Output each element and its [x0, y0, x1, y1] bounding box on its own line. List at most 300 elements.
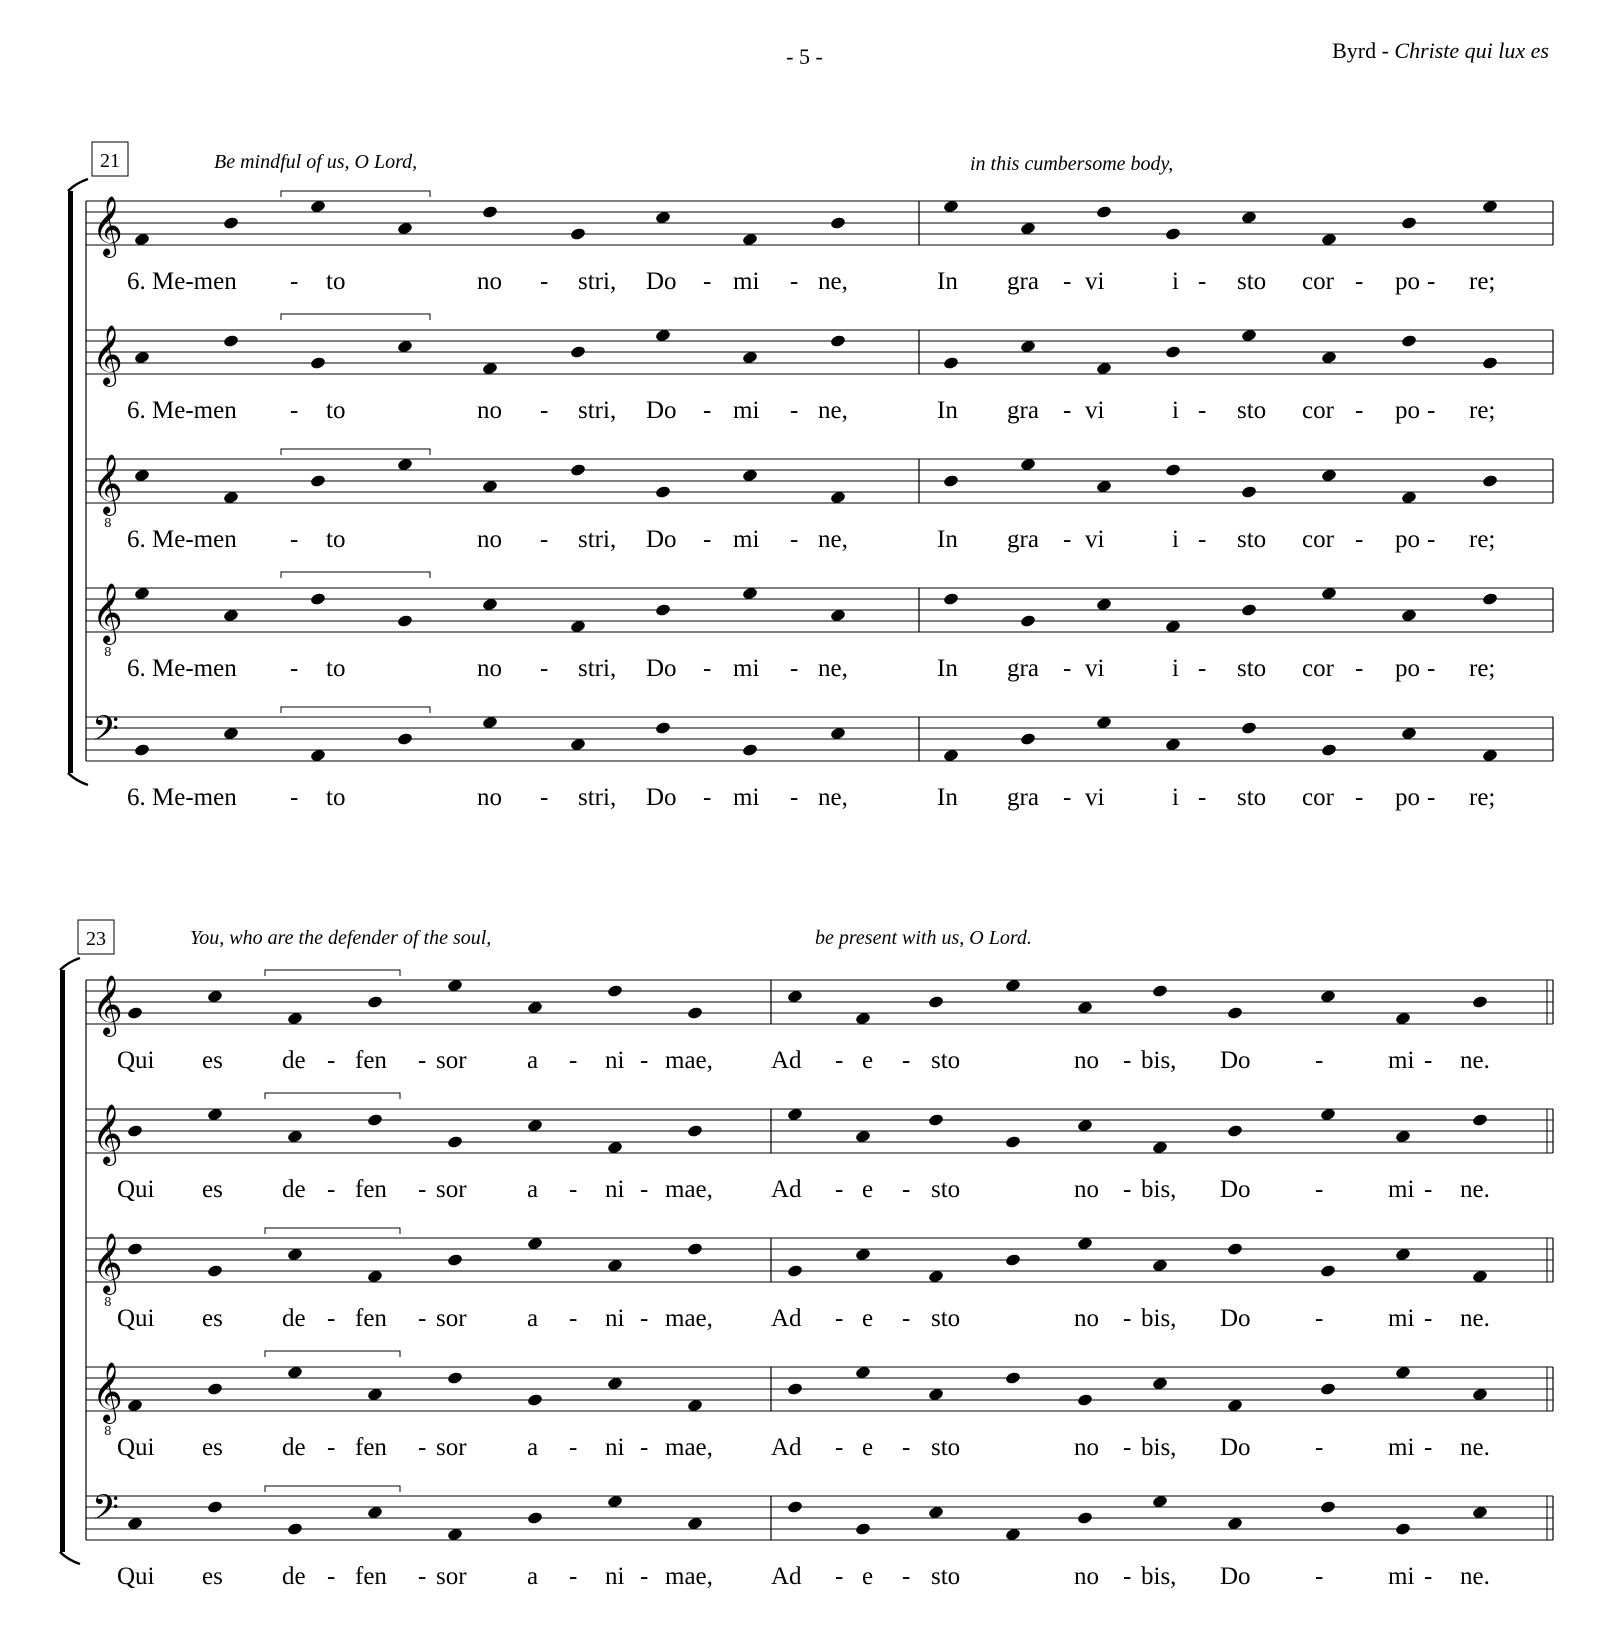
lyric-syllable: sor	[436, 1305, 467, 1332]
lyric-syllable: 6. Me-men	[127, 655, 237, 682]
lyric-hyphen: -	[790, 526, 799, 553]
ligature-bracket	[265, 970, 400, 976]
lyric-hyphen: -	[703, 397, 712, 424]
note-head	[1395, 1129, 1412, 1143]
lyric-syllable: 6. Me-men	[127, 784, 237, 811]
note-head	[1020, 221, 1037, 235]
note-head	[223, 216, 240, 230]
octave-mark-icon: 8	[104, 516, 112, 530]
note-head	[830, 334, 847, 348]
lyric-syllable: i	[1172, 268, 1179, 295]
note-head	[1401, 334, 1418, 348]
lyric-hyphen: -	[1198, 784, 1207, 811]
lyric-hyphen: -	[1063, 397, 1072, 424]
lyric-hyphen: -	[1123, 1047, 1132, 1074]
note-head	[570, 737, 587, 751]
note-head	[1482, 356, 1499, 370]
lyric-syllable: ne,	[818, 784, 848, 811]
lyric-syllable: re;	[1469, 268, 1496, 295]
note-head	[287, 1129, 304, 1143]
lyric-syllable: a	[527, 1434, 539, 1461]
note-head	[447, 1527, 464, 1541]
note-head	[607, 1376, 624, 1390]
lyric-hyphen: -	[1355, 655, 1364, 682]
lyric-syllable: po	[1395, 526, 1420, 553]
lyric-syllable: fen	[355, 1434, 387, 1461]
note-head	[1077, 1393, 1094, 1407]
lyric-syllable: no	[1074, 1434, 1099, 1461]
note-head	[687, 1006, 704, 1020]
lyric-hyphen: -	[569, 1305, 578, 1332]
lyric-hyphen: -	[1424, 1563, 1433, 1590]
note-head	[855, 1011, 872, 1025]
translation-text: in this cumbersome body,	[970, 153, 1174, 175]
lyric-hyphen: -	[640, 1305, 649, 1332]
lyric-hyphen: -	[835, 1176, 844, 1203]
lyric-syllable: re;	[1469, 784, 1496, 811]
lyric-syllable: to	[326, 268, 346, 295]
lyric-syllable: bis,	[1141, 1305, 1177, 1332]
lyric-hyphen: -	[1427, 268, 1436, 295]
lyric-syllable: ne.	[1460, 1047, 1490, 1074]
lyric-hyphen: -	[1427, 784, 1436, 811]
note-head	[570, 463, 587, 477]
lyric-syllable: stri,	[578, 397, 617, 424]
note-head	[397, 732, 414, 746]
lyric-syllable: e	[862, 1563, 874, 1590]
note-head	[943, 592, 960, 606]
note-head	[482, 361, 499, 375]
note-head	[1482, 199, 1499, 213]
note-head	[928, 1113, 945, 1127]
note-head	[287, 1522, 304, 1536]
lyric-syllable: mae,	[665, 1176, 713, 1203]
lyric-hyphen: -	[1198, 655, 1207, 682]
note-head	[1096, 479, 1113, 493]
note-head	[1472, 995, 1489, 1009]
lyric-syllable: ni	[605, 1563, 625, 1590]
lyric-hyphen: -	[790, 397, 799, 424]
lyric-hyphen: -	[640, 1434, 649, 1461]
note-head	[397, 339, 414, 353]
lyric-hyphen: -	[1355, 397, 1364, 424]
note-head	[687, 1124, 704, 1138]
lyric-syllable: no	[477, 655, 502, 682]
note-head	[655, 328, 672, 342]
lyric-syllable: sto	[1237, 268, 1267, 295]
lyric-hyphen: -	[790, 655, 799, 682]
note-head	[570, 619, 587, 633]
note-head	[367, 1269, 384, 1283]
note-head	[207, 989, 224, 1003]
note-head	[607, 1140, 624, 1154]
lyric-syllable: sto	[1237, 397, 1267, 424]
lyric-syllable: cor	[1302, 268, 1334, 295]
lyric-syllable: ni	[605, 1305, 625, 1332]
note-head	[1482, 592, 1499, 606]
lyric-hyphen: -	[1123, 1176, 1132, 1203]
lyric-syllable: a	[527, 1305, 539, 1332]
lyric-syllable: to	[326, 784, 346, 811]
lyric-syllable: sor	[436, 1563, 467, 1590]
lyric-syllable: ne.	[1460, 1176, 1490, 1203]
note-head	[655, 603, 672, 617]
lyric-syllable: 6. Me-men	[127, 526, 237, 553]
lyric-hyphen: -	[835, 1047, 844, 1074]
lyric-syllable: no	[477, 784, 502, 811]
lyric-syllable: In	[937, 526, 958, 553]
bracket-bottom-hook	[60, 1552, 80, 1564]
lyric-syllable: es	[202, 1176, 223, 1203]
note-head	[742, 350, 759, 364]
lyric-syllable: de	[282, 1047, 306, 1074]
note-head	[655, 721, 672, 735]
lyric-syllable: no	[477, 397, 502, 424]
ligature-bracket	[281, 707, 430, 713]
note-head	[1096, 205, 1113, 219]
note-head	[127, 1398, 144, 1412]
lyric-hyphen: -	[1123, 1305, 1132, 1332]
note-head	[367, 1113, 384, 1127]
lyric-syllable: gra	[1007, 268, 1039, 295]
lyric-hyphen: -	[640, 1176, 649, 1203]
lyric-hyphen: -	[569, 1434, 578, 1461]
lyric-hyphen: -	[540, 397, 549, 424]
note-head	[482, 715, 499, 729]
ligature-bracket	[281, 314, 430, 320]
note-head	[787, 1500, 804, 1514]
lyric-syllable: sto	[1237, 784, 1267, 811]
lyric-hyphen: -	[1123, 1434, 1132, 1461]
note-head	[928, 1269, 945, 1283]
note-head	[1321, 232, 1338, 246]
lyric-hyphen: -	[290, 268, 299, 295]
note-head	[482, 479, 499, 493]
lyric-hyphen: -	[1198, 526, 1207, 553]
lyric-syllable: gra	[1007, 526, 1039, 553]
treble-clef-icon: 𝄞	[92, 454, 123, 514]
note-head	[1395, 1522, 1412, 1536]
note-head	[1077, 1236, 1094, 1250]
treble-clef-icon: 𝄞	[92, 1104, 123, 1164]
treble-clef-icon: 𝄞	[92, 325, 123, 385]
octave-mark-icon: 8	[104, 645, 112, 659]
note-head	[1096, 597, 1113, 611]
note-head	[787, 1382, 804, 1396]
note-head	[1152, 1140, 1169, 1154]
note-head	[223, 726, 240, 740]
note-head	[1005, 1527, 1022, 1541]
lyric-syllable: sto	[1237, 655, 1267, 682]
note-head	[1241, 603, 1258, 617]
note-head	[855, 1129, 872, 1143]
note-head	[855, 1522, 872, 1536]
translation-text: be present with us, O Lord.	[815, 927, 1032, 949]
bass-clef-icon: 𝄢	[92, 708, 120, 757]
note-head	[223, 608, 240, 622]
note-head	[1401, 608, 1418, 622]
note-head	[223, 334, 240, 348]
octave-mark-icon: 8	[104, 1424, 112, 1438]
lyric-hyphen: -	[1355, 784, 1364, 811]
lyric-syllable: stri,	[578, 784, 617, 811]
note-head	[570, 345, 587, 359]
note-head	[742, 586, 759, 600]
note-head	[1165, 227, 1182, 241]
note-head	[1320, 1500, 1337, 1514]
note-head	[1321, 743, 1338, 757]
lyric-syllable: Do	[646, 397, 677, 424]
note-head	[1401, 216, 1418, 230]
lyric-syllable: cor	[1302, 655, 1334, 682]
note-head	[397, 221, 414, 235]
ligature-bracket	[265, 1093, 400, 1099]
lyric-hyphen: -	[569, 1047, 578, 1074]
lyric-syllable: no	[1074, 1305, 1099, 1332]
lyric-syllable: Do	[646, 784, 677, 811]
note-head	[287, 1247, 304, 1261]
lyric-syllable: a	[527, 1176, 539, 1203]
note-head	[134, 232, 151, 246]
note-head	[687, 1242, 704, 1256]
note-head	[482, 597, 499, 611]
lyric-syllable: po	[1395, 268, 1420, 295]
lyric-hyphen: -	[1427, 397, 1436, 424]
note-head	[127, 1242, 144, 1256]
note-head	[134, 586, 151, 600]
note-head	[1077, 1118, 1094, 1132]
lyric-syllable: a	[527, 1563, 539, 1590]
lyric-hyphen: -	[418, 1176, 427, 1203]
lyric-syllable: In	[937, 397, 958, 424]
note-head	[1227, 1398, 1244, 1412]
page-number: - 5 -	[786, 44, 823, 69]
lyric-hyphen: -	[1424, 1305, 1433, 1332]
lyric-hyphen: -	[1355, 268, 1364, 295]
note-head	[943, 474, 960, 488]
lyric-syllable: e	[862, 1047, 874, 1074]
lyric-syllable: es	[202, 1434, 223, 1461]
lyric-syllable: bis,	[1141, 1176, 1177, 1203]
system-bracket	[68, 191, 73, 773]
treble-clef-icon: 𝄞	[92, 1362, 123, 1422]
note-head	[943, 356, 960, 370]
lyric-syllable: mi	[733, 526, 760, 553]
lyric-syllable: ne.	[1460, 1563, 1490, 1590]
lyric-syllable: sto	[931, 1563, 961, 1590]
note-head	[447, 978, 464, 992]
lyric-hyphen: -	[290, 784, 299, 811]
lyric-syllable: vi	[1085, 784, 1105, 811]
lyric-syllable: po	[1395, 784, 1420, 811]
note-head	[1165, 619, 1182, 633]
note-head	[527, 1236, 544, 1250]
octave-mark-icon: 8	[104, 1295, 112, 1309]
note-head	[134, 743, 151, 757]
note-head	[1077, 1511, 1094, 1525]
note-head	[1152, 1494, 1169, 1508]
note-head	[134, 468, 151, 482]
note-head	[127, 1124, 144, 1138]
lyric-syllable: i	[1172, 526, 1179, 553]
note-head	[1005, 1371, 1022, 1385]
note-head	[1005, 1135, 1022, 1149]
lyric-syllable: e	[862, 1434, 874, 1461]
lyric-syllable: no	[477, 268, 502, 295]
note-head	[1241, 485, 1258, 499]
note-head	[207, 1264, 224, 1278]
note-head	[928, 995, 945, 1009]
note-head	[367, 995, 384, 1009]
lyric-hyphen: -	[327, 1434, 336, 1461]
lyric-syllable: fen	[355, 1047, 387, 1074]
lyric-syllable: es	[202, 1047, 223, 1074]
lyric-syllable: es	[202, 1305, 223, 1332]
note-head	[928, 1505, 945, 1519]
note-head	[855, 1365, 872, 1379]
lyric-syllable: bis,	[1141, 1434, 1177, 1461]
lyric-hyphen: -	[835, 1563, 844, 1590]
lyric-syllable: gra	[1007, 784, 1039, 811]
lyric-hyphen: -	[290, 397, 299, 424]
note-head	[1096, 715, 1113, 729]
note-head	[1227, 1516, 1244, 1530]
lyric-syllable: ni	[605, 1434, 625, 1461]
lyric-hyphen: -	[1315, 1305, 1324, 1332]
bracket-top-hook	[60, 958, 80, 970]
bracket-top-hook	[68, 179, 88, 191]
lyric-hyphen: -	[569, 1563, 578, 1590]
translation-text: You, who are the defender of the soul,	[190, 927, 492, 949]
lyric-syllable: i	[1172, 784, 1179, 811]
lyric-syllable: Ad	[771, 1176, 802, 1203]
note-head	[127, 1006, 144, 1020]
note-head	[1472, 1505, 1489, 1519]
note-head	[1165, 737, 1182, 751]
lyric-syllable: to	[326, 655, 346, 682]
ligature-bracket	[281, 572, 430, 578]
note-head	[310, 748, 327, 762]
lyric-hyphen: -	[1427, 526, 1436, 553]
lyric-syllable: fen	[355, 1563, 387, 1590]
note-head	[830, 608, 847, 622]
lyric-syllable: 6. Me-men	[127, 397, 237, 424]
note-head	[310, 356, 327, 370]
lyric-hyphen: -	[1427, 655, 1436, 682]
lyric-syllable: Do	[1220, 1047, 1251, 1074]
note-head	[742, 232, 759, 246]
lyric-syllable: Do	[646, 268, 677, 295]
note-head	[1320, 1107, 1337, 1121]
lyric-hyphen: -	[327, 1176, 336, 1203]
note-head	[830, 726, 847, 740]
note-head	[447, 1135, 464, 1149]
lyric-syllable: sto	[931, 1434, 961, 1461]
lyric-syllable: Qui	[117, 1434, 155, 1461]
lyric-hyphen: -	[418, 1305, 427, 1332]
note-head	[527, 1393, 544, 1407]
lyric-hyphen: -	[418, 1434, 427, 1461]
measure-number: 23	[86, 928, 106, 950]
lyric-syllable: mi	[1388, 1047, 1415, 1074]
lyric-syllable: stri,	[578, 655, 617, 682]
note-head	[570, 227, 587, 241]
lyric-syllable: ne.	[1460, 1434, 1490, 1461]
note-head	[1020, 339, 1037, 353]
lyric-hyphen: -	[569, 1176, 578, 1203]
lyric-hyphen: -	[835, 1305, 844, 1332]
note-head	[367, 1505, 384, 1519]
lyric-hyphen: -	[703, 655, 712, 682]
composer-name: Byrd -	[1332, 38, 1395, 63]
lyric-syllable: In	[937, 268, 958, 295]
note-head	[1395, 1247, 1412, 1261]
lyric-syllable: re;	[1469, 526, 1496, 553]
lyric-syllable: In	[937, 784, 958, 811]
note-head	[655, 210, 672, 224]
translation-text: Be mindful of us, O Lord,	[214, 151, 418, 173]
lyric-hyphen: -	[703, 526, 712, 553]
lyric-syllable: no	[477, 526, 502, 553]
note-head	[1401, 726, 1418, 740]
lyric-syllable: ni	[605, 1176, 625, 1203]
note-head	[1077, 1000, 1094, 1014]
note-head	[1020, 732, 1037, 746]
lyric-syllable: e	[862, 1176, 874, 1203]
note-head	[1321, 350, 1338, 364]
lyric-syllable: sto	[931, 1305, 961, 1332]
note-head	[855, 1247, 872, 1261]
lyric-syllable: ne,	[818, 526, 848, 553]
note-head	[207, 1107, 224, 1121]
note-head	[527, 1000, 544, 1014]
note-head	[943, 748, 960, 762]
lyric-syllable: no	[1074, 1563, 1099, 1590]
lyric-hyphen: -	[1315, 1176, 1324, 1203]
note-head	[287, 1365, 304, 1379]
lyric-hyphen: -	[703, 268, 712, 295]
note-head	[1165, 463, 1182, 477]
ligature-bracket	[265, 1228, 400, 1234]
lyric-hyphen: -	[640, 1047, 649, 1074]
lyric-syllable: Qui	[117, 1047, 155, 1074]
note-head	[607, 984, 624, 998]
lyric-syllable: stri,	[578, 526, 617, 553]
note-head	[787, 1264, 804, 1278]
note-head	[397, 457, 414, 471]
lyric-syllable: de	[282, 1176, 306, 1203]
lyric-syllable: ne,	[818, 397, 848, 424]
note-head	[223, 490, 240, 504]
lyric-syllable: re;	[1469, 397, 1496, 424]
note-head	[1395, 1365, 1412, 1379]
note-head	[787, 1107, 804, 1121]
note-head	[742, 468, 759, 482]
note-head	[607, 1258, 624, 1272]
lyric-syllable: bis,	[1141, 1563, 1177, 1590]
lyric-hyphen: -	[902, 1176, 911, 1203]
lyric-syllable: mi	[1388, 1305, 1415, 1332]
lyric-hyphen: -	[327, 1047, 336, 1074]
lyric-syllable: Ad	[771, 1305, 802, 1332]
lyric-syllable: sor	[436, 1047, 467, 1074]
note-head	[1472, 1387, 1489, 1401]
lyric-syllable: vi	[1085, 526, 1105, 553]
lyric-syllable: mae,	[665, 1305, 713, 1332]
lyric-hyphen: -	[790, 268, 799, 295]
note-head	[687, 1516, 704, 1530]
note-head	[1005, 1253, 1022, 1267]
